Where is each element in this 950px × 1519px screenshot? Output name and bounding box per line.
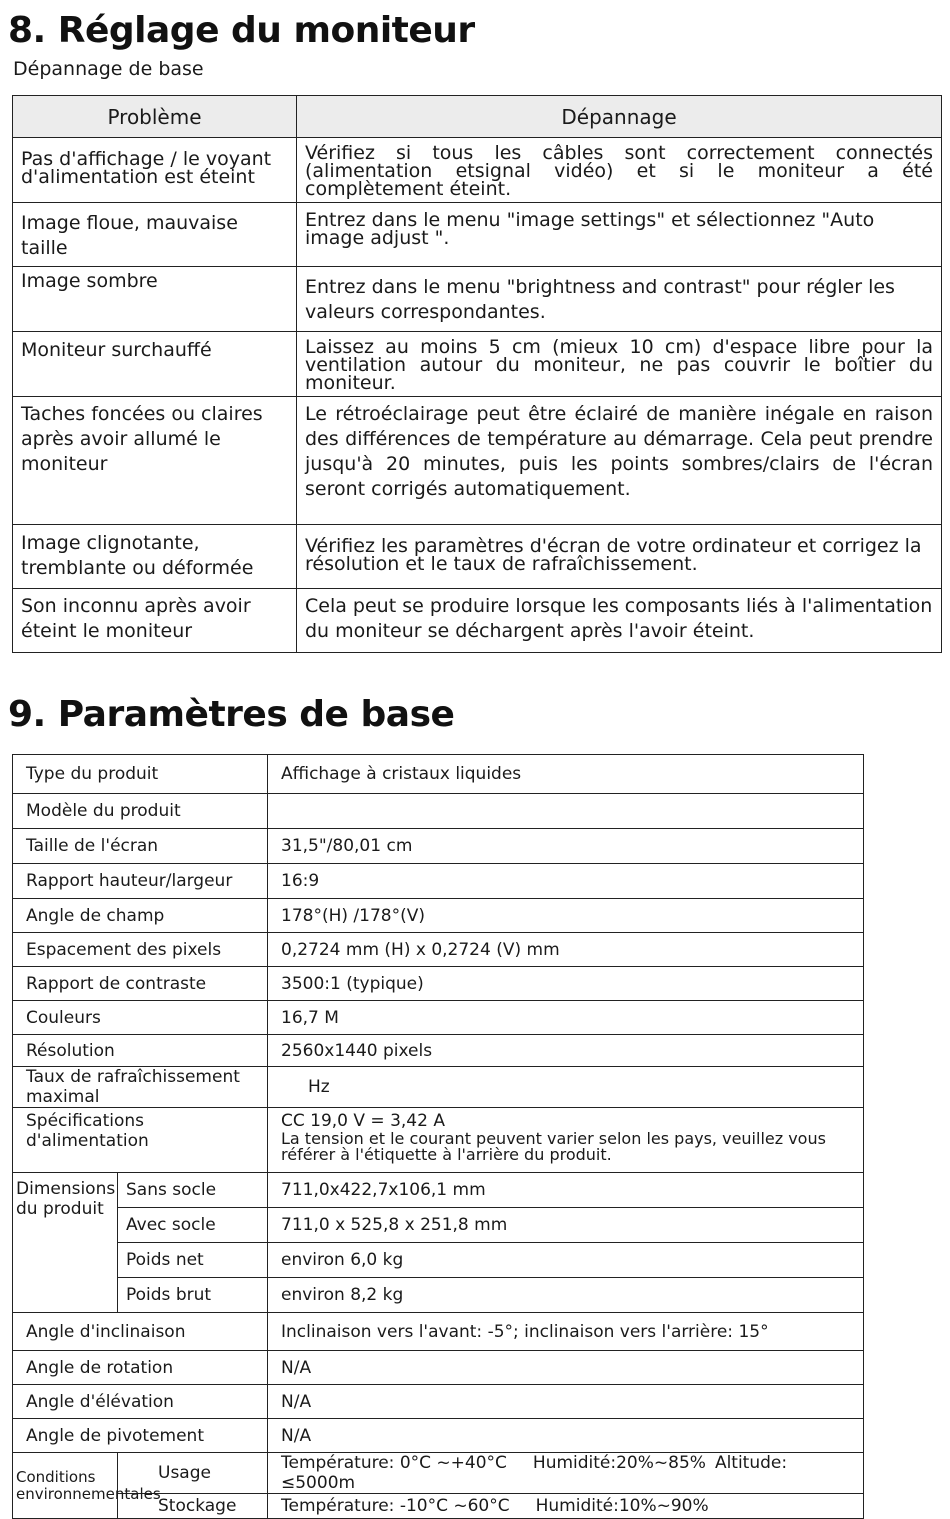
fix-cell: Vérifiez les paramètres d'écran de votre ordinateur et corrigez la résolution et le taux de rafraîchissement. xyxy=(297,525,942,589)
spec-label: Angle de pivotement xyxy=(13,1419,268,1453)
dimensions-group-label: Dimensions du produit xyxy=(13,1173,118,1313)
spec-value: 711,0 x 525,8 x 251,8 mm xyxy=(268,1208,864,1243)
spec-value: 711,0x422,7x106,1 mm xyxy=(268,1173,864,1208)
spec-label: Type du produit xyxy=(13,755,268,794)
spec-value: N/A xyxy=(268,1419,864,1453)
problem-cell: Taches foncées ou claires après avoir allumé le moniteur xyxy=(13,397,297,525)
spec-row xyxy=(13,864,864,899)
spec-row xyxy=(13,967,864,1001)
spec-sublabel: Stockage xyxy=(118,1494,268,1519)
problem-cell: Son inconnu après avoir éteint le moniteur xyxy=(13,589,297,653)
spec-value: environ 8,2 kg xyxy=(268,1278,864,1313)
spec-value: 178°(H) /178°(V) xyxy=(268,899,864,933)
fix-cell: Entrez dans le menu "brightness and contrast" pour régler les valeurs correspondantes. xyxy=(297,267,942,332)
table-header-row xyxy=(13,96,942,138)
spec-label: Rapport hauteur/largeur xyxy=(13,864,268,899)
spec-value: N/A xyxy=(268,1351,864,1385)
spec-label: Couleurs xyxy=(13,1001,268,1035)
environment-group-label: Conditions environnementales xyxy=(13,1453,118,1519)
spec-value: 31,5"/80,01 cm xyxy=(268,829,864,864)
problem-cell: Image clignotante, tremblante ou déformée xyxy=(13,525,297,589)
section-9-title: 9. Paramètres de base xyxy=(8,694,455,735)
spec-label: Angle d'élévation xyxy=(13,1385,268,1419)
spec-row xyxy=(13,1067,864,1108)
spec-row xyxy=(13,899,864,933)
spec-row xyxy=(13,1173,864,1208)
power-spec-note: La tension et le courant peuvent varier selon les pays, veuillez vous référer à l'étiquette à l'arrière du produit. xyxy=(281,1129,826,1164)
spec-sublabel: Poids net xyxy=(118,1243,268,1278)
fix-cell: Entrez dans le menu "image settings" et sélectionnez "Auto image adjust ". xyxy=(297,203,942,267)
spec-value xyxy=(268,1494,864,1519)
spec-value: 16:9 xyxy=(268,864,864,899)
spec-row xyxy=(13,1108,864,1173)
spec-value xyxy=(268,1453,864,1494)
section-8-title: 8. Réglage du moniteur xyxy=(8,10,475,51)
section-8-subtitle: Dépannage de base xyxy=(13,58,204,80)
env-humidity: Humidité:20%~85% xyxy=(532,1453,706,1473)
problem-cell: Image floue, mauvaise taille xyxy=(13,203,297,267)
table-row xyxy=(13,267,942,332)
env-humidity: Humidité:10%~90% xyxy=(535,1496,709,1516)
spec-sublabel: Avec socle xyxy=(118,1208,268,1243)
spec-label: Modèle du produit xyxy=(13,794,268,829)
spec-row xyxy=(13,794,864,829)
spec-row xyxy=(13,933,864,967)
env-altitude: Altitude: ≤5000m xyxy=(281,1453,788,1493)
spec-value: N/A xyxy=(268,1385,864,1419)
specifications-table xyxy=(12,754,864,1519)
spec-label: Angle d'inclinaison xyxy=(13,1313,268,1351)
spec-row xyxy=(13,1385,864,1419)
spec-value: 16,7 M xyxy=(268,1001,864,1035)
spec-row xyxy=(13,1453,864,1494)
table-row xyxy=(13,203,942,267)
fix-cell: Le rétroéclairage peut être éclairé de manière inégale en raison des différences de température au démarrage. Cela peut prendre jusqu'à 20 minutes, puis les points sombres/clairs de l'écran seront corrigés automatiquement. xyxy=(297,397,942,525)
spec-row xyxy=(13,1035,864,1067)
spec-value: Hz xyxy=(268,1067,864,1108)
spec-row xyxy=(13,829,864,864)
spec-row xyxy=(13,755,864,794)
spec-label: Angle de champ xyxy=(13,899,268,933)
spec-label: Résolution xyxy=(13,1035,268,1067)
spec-label: Taux de rafraîchissement maximal xyxy=(13,1067,268,1108)
spec-value: Affichage à cristaux liquides xyxy=(268,755,864,794)
env-temperature: Température: 0°C ~+40°C xyxy=(281,1453,507,1473)
spec-row xyxy=(13,1313,864,1351)
spec-value xyxy=(268,1108,864,1173)
spec-value: 0,2724 mm (H) x 0,2724 (V) mm xyxy=(268,933,864,967)
table-row xyxy=(13,589,942,653)
spec-label: Angle de rotation xyxy=(13,1351,268,1385)
fix-cell: Cela peut se produire lorsque les composants liés à l'alimentation du moniteur se déchargent après l'avoir éteint. xyxy=(297,589,942,653)
problem-cell: Image sombre xyxy=(13,267,297,332)
spec-sublabel: Poids brut xyxy=(118,1278,268,1313)
spec-value: 2560x1440 pixels xyxy=(268,1035,864,1067)
troubleshooting-table xyxy=(12,95,942,653)
spec-value: 3500:1 (typique) xyxy=(268,967,864,1001)
table-row xyxy=(13,138,942,203)
spec-sublabel: Usage xyxy=(118,1453,268,1494)
spec-row xyxy=(13,1208,864,1243)
spec-label: Rapport de contraste xyxy=(13,967,268,1001)
fix-cell: Laissez au moins 5 cm (mieux 10 cm) d'espace libre pour la ventilation autour du moniteur, ne pas couvrir le boîtier du moniteur. xyxy=(297,332,942,397)
spec-row xyxy=(13,1001,864,1035)
spec-row xyxy=(13,1351,864,1385)
spec-value: environ 6,0 kg xyxy=(268,1243,864,1278)
spec-value xyxy=(268,794,864,829)
spec-row xyxy=(13,1243,864,1278)
power-spec-line: CC 19,0 V = 3,42 A xyxy=(281,1111,445,1131)
spec-label: Spécifications d'alimentation xyxy=(13,1108,268,1173)
spec-label: Taille de l'écran xyxy=(13,829,268,864)
spec-value: Inclinaison vers l'avant: -5°; inclinaison vers l'arrière: 15° xyxy=(268,1313,864,1351)
fix-cell: Vérifiez si tous les câbles sont correctement connectés (alimentation etsignal vidéo) et si le moniteur a été complètement éteint. xyxy=(297,138,942,203)
env-temperature: Température: -10°C ~60°C xyxy=(281,1496,510,1516)
table-row xyxy=(13,397,942,525)
column-header-fix: Dépannage xyxy=(297,96,942,138)
spec-row xyxy=(13,1419,864,1453)
table-row xyxy=(13,332,942,397)
spec-row xyxy=(13,1278,864,1313)
table-row xyxy=(13,525,942,589)
spec-sublabel: Sans socle xyxy=(118,1173,268,1208)
problem-cell: Moniteur surchauffé xyxy=(13,332,297,397)
spec-label: Espacement des pixels xyxy=(13,933,268,967)
problem-cell: Pas d'affichage / le voyant d'alimentation est éteint xyxy=(13,138,297,203)
column-header-problem: Problème xyxy=(13,96,297,138)
